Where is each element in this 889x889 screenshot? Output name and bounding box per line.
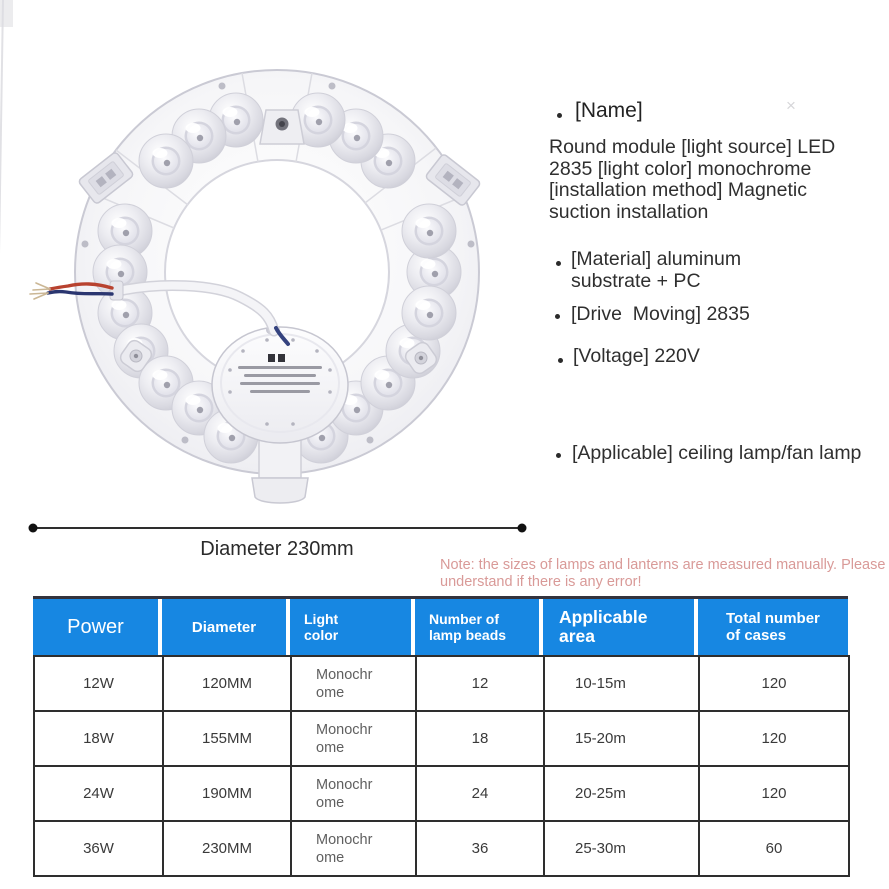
cell-power: 24W xyxy=(34,766,163,821)
spec-voltage: [Voltage] 220V xyxy=(573,345,700,367)
cell-area: 20-25m xyxy=(544,766,699,821)
dimension-line xyxy=(29,524,527,533)
cell-cases: 60 xyxy=(699,821,849,876)
bullet-dot-icon xyxy=(557,113,562,118)
bullet-dot-icon xyxy=(555,314,560,319)
bullet-dot-icon xyxy=(556,453,561,458)
header-lamp-beads: Number of lamp beads xyxy=(415,599,539,655)
bullet-dot-icon xyxy=(558,358,563,363)
product-photo-led-ring-module xyxy=(0,0,540,540)
table-row xyxy=(34,821,849,876)
cell-light-color: Monochr ome xyxy=(291,766,416,821)
cell-beads: 24 xyxy=(416,766,544,821)
cell-area: 15-20m xyxy=(544,711,699,766)
cell-cases: 120 xyxy=(699,711,849,766)
cell-power: 36W xyxy=(34,821,163,876)
table-header-row xyxy=(33,599,848,655)
cell-light-color: Monochr ome xyxy=(291,656,416,711)
cell-light-color: Monochr ome xyxy=(291,711,416,766)
cell-diameter: 190MM xyxy=(163,766,291,821)
cell-beads: 18 xyxy=(416,711,544,766)
cell-diameter: 120MM xyxy=(163,656,291,711)
cell-cases: 120 xyxy=(699,766,849,821)
header-applicable-area: Applicable area xyxy=(543,599,694,655)
cell-cases: 120 xyxy=(699,656,849,711)
cell-power: 12W xyxy=(34,656,163,711)
cell-diameter: 155MM xyxy=(163,711,291,766)
spec-applicable: [Applicable] ceiling lamp/fan lamp xyxy=(572,442,862,464)
measurement-note: Note: the sizes of lamps and lanterns are measured manually. Please understand if there is any error! xyxy=(440,557,886,590)
bare-wire-tips xyxy=(30,283,50,299)
dimension-label: Diameter 230mm xyxy=(200,538,354,560)
mounting-tab xyxy=(260,110,304,144)
driver-box xyxy=(212,327,348,503)
table-row xyxy=(34,711,849,766)
header-total-cases: Total number of cases xyxy=(698,599,848,655)
spec-table-body xyxy=(33,655,850,877)
cell-diameter: 230MM xyxy=(163,821,291,876)
spec-name-heading: [Name] xyxy=(575,99,643,122)
spec-drive: [Drive Moving] 2835 xyxy=(571,303,750,325)
spec-material: [Material] aluminum substrate + PC xyxy=(571,248,742,292)
header-power: Power xyxy=(33,599,158,655)
watermark-x-mark: × xyxy=(786,96,796,115)
cell-beads: 12 xyxy=(416,656,544,711)
bullet-dot-icon xyxy=(556,261,561,266)
cell-light-color: Monochr ome xyxy=(291,821,416,876)
cell-beads: 36 xyxy=(416,821,544,876)
header-diameter: Diameter xyxy=(162,599,286,655)
cell-area: 10-15m xyxy=(544,656,699,711)
table-row xyxy=(34,656,849,711)
cell-area: 25-30m xyxy=(544,821,699,876)
header-light-color: Light color xyxy=(290,599,411,655)
table-row xyxy=(34,766,849,821)
cell-power: 18W xyxy=(34,711,163,766)
spec-name-body: Round module [light source] LED 2835 [light color] monochrome [installation method] Magnetic suction installation xyxy=(549,136,836,223)
